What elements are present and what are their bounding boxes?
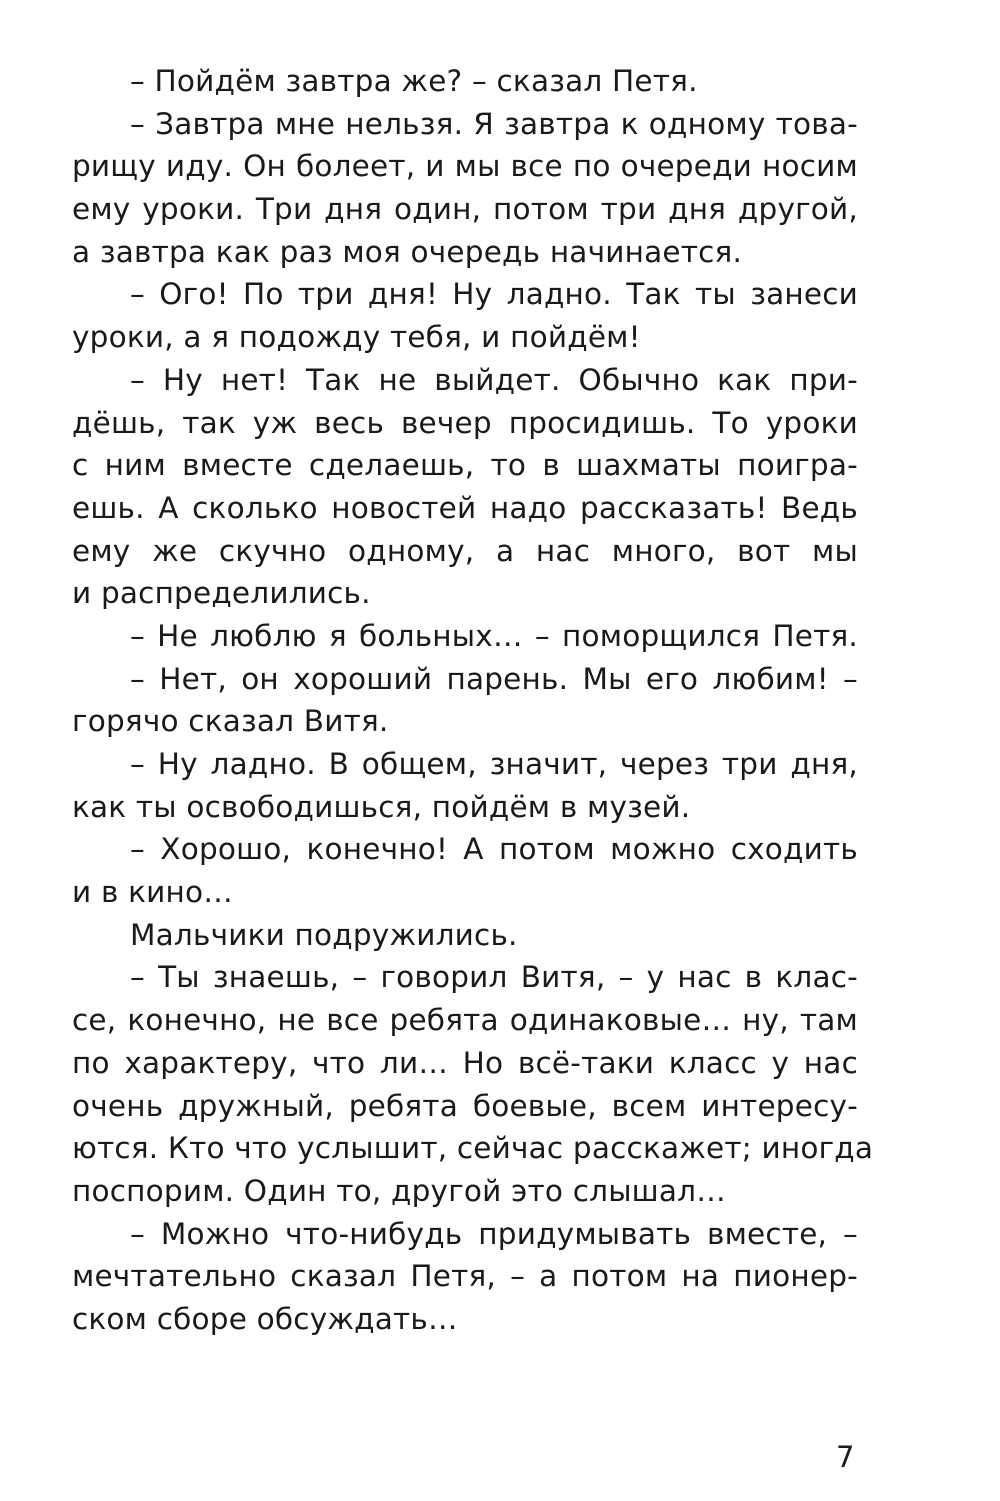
text-line: горячо сказал Витя. [72,704,389,739]
text-line: ешь. А сколько новостей надо рассказать! Ведь [72,490,858,525]
text-line: Мальчики подружились. [130,917,518,952]
text-line: по характеру, что ли… Но всё-таки класс у нас [72,1045,858,1080]
text-line: рищу иду. Он болеет, и мы все по очереди носим [72,149,858,184]
text-line: и в кино… [72,875,233,910]
text-line: ском сборе обсуждать… [72,1301,458,1336]
text-line: ему уроки. Три дня один, потом три дня другой, [72,192,858,227]
text-line: – Ну ладно. В общем, значит, через три дня, [130,747,858,781]
text-line: и распределились. [72,576,371,611]
text-line: – Не люблю я больных… – поморщился Петя. [130,618,858,653]
text-line: поспорим. Один то, другой это слышал… [72,1173,726,1208]
page-number: 7 [836,1440,855,1474]
book-page-text [72,60,874,1341]
text-line: – Хорошо, конечно! А потом можно сходить [130,832,858,867]
text-line: уроки, а я подожду тебя, и пойдём! [72,320,641,355]
text-line: – Ну нет! Так не выйдет. Обычно как при- [130,362,858,397]
text-line: ему же скучно одному, а нас много, вот мы [72,533,858,568]
text-line: очень дружный, ребята боевые, всем интересу- [72,1088,858,1123]
text-line: се, конечно, не все ребята одинаковые… ну, там [72,1003,858,1038]
text-line: – Завтра мне нельзя. Я завтра к одному това- [130,106,858,141]
text-line: а завтра как раз моя очередь начинается. [72,234,743,269]
text-line: дёшь, так уж весь вечер просидишь. То уроки [72,405,858,440]
text-line: – Нет, он хороший парень. Мы его любим! – [130,661,858,696]
text-line: – Пойдём завтра же? – сказал Петя. [130,64,698,98]
text-line: как ты освободишься, пойдём в музей. [72,789,691,824]
text-line: с ним вместе сделаешь, то в шахматы поигра- [72,448,858,483]
text-line: ются. Кто что услышит, сейчас расскажет; иногда [72,1131,874,1166]
text-line: – Можно что-нибудь придумывать вместе, – [130,1216,858,1251]
text-line: – Ого! По три дня! Ну ладно. Так ты занеси [130,277,858,312]
text-line: мечтательно сказал Петя, – а потом на пионер- [72,1259,858,1294]
text-line: – Ты знаешь, – говорил Витя, – у нас в клас- [130,960,858,995]
